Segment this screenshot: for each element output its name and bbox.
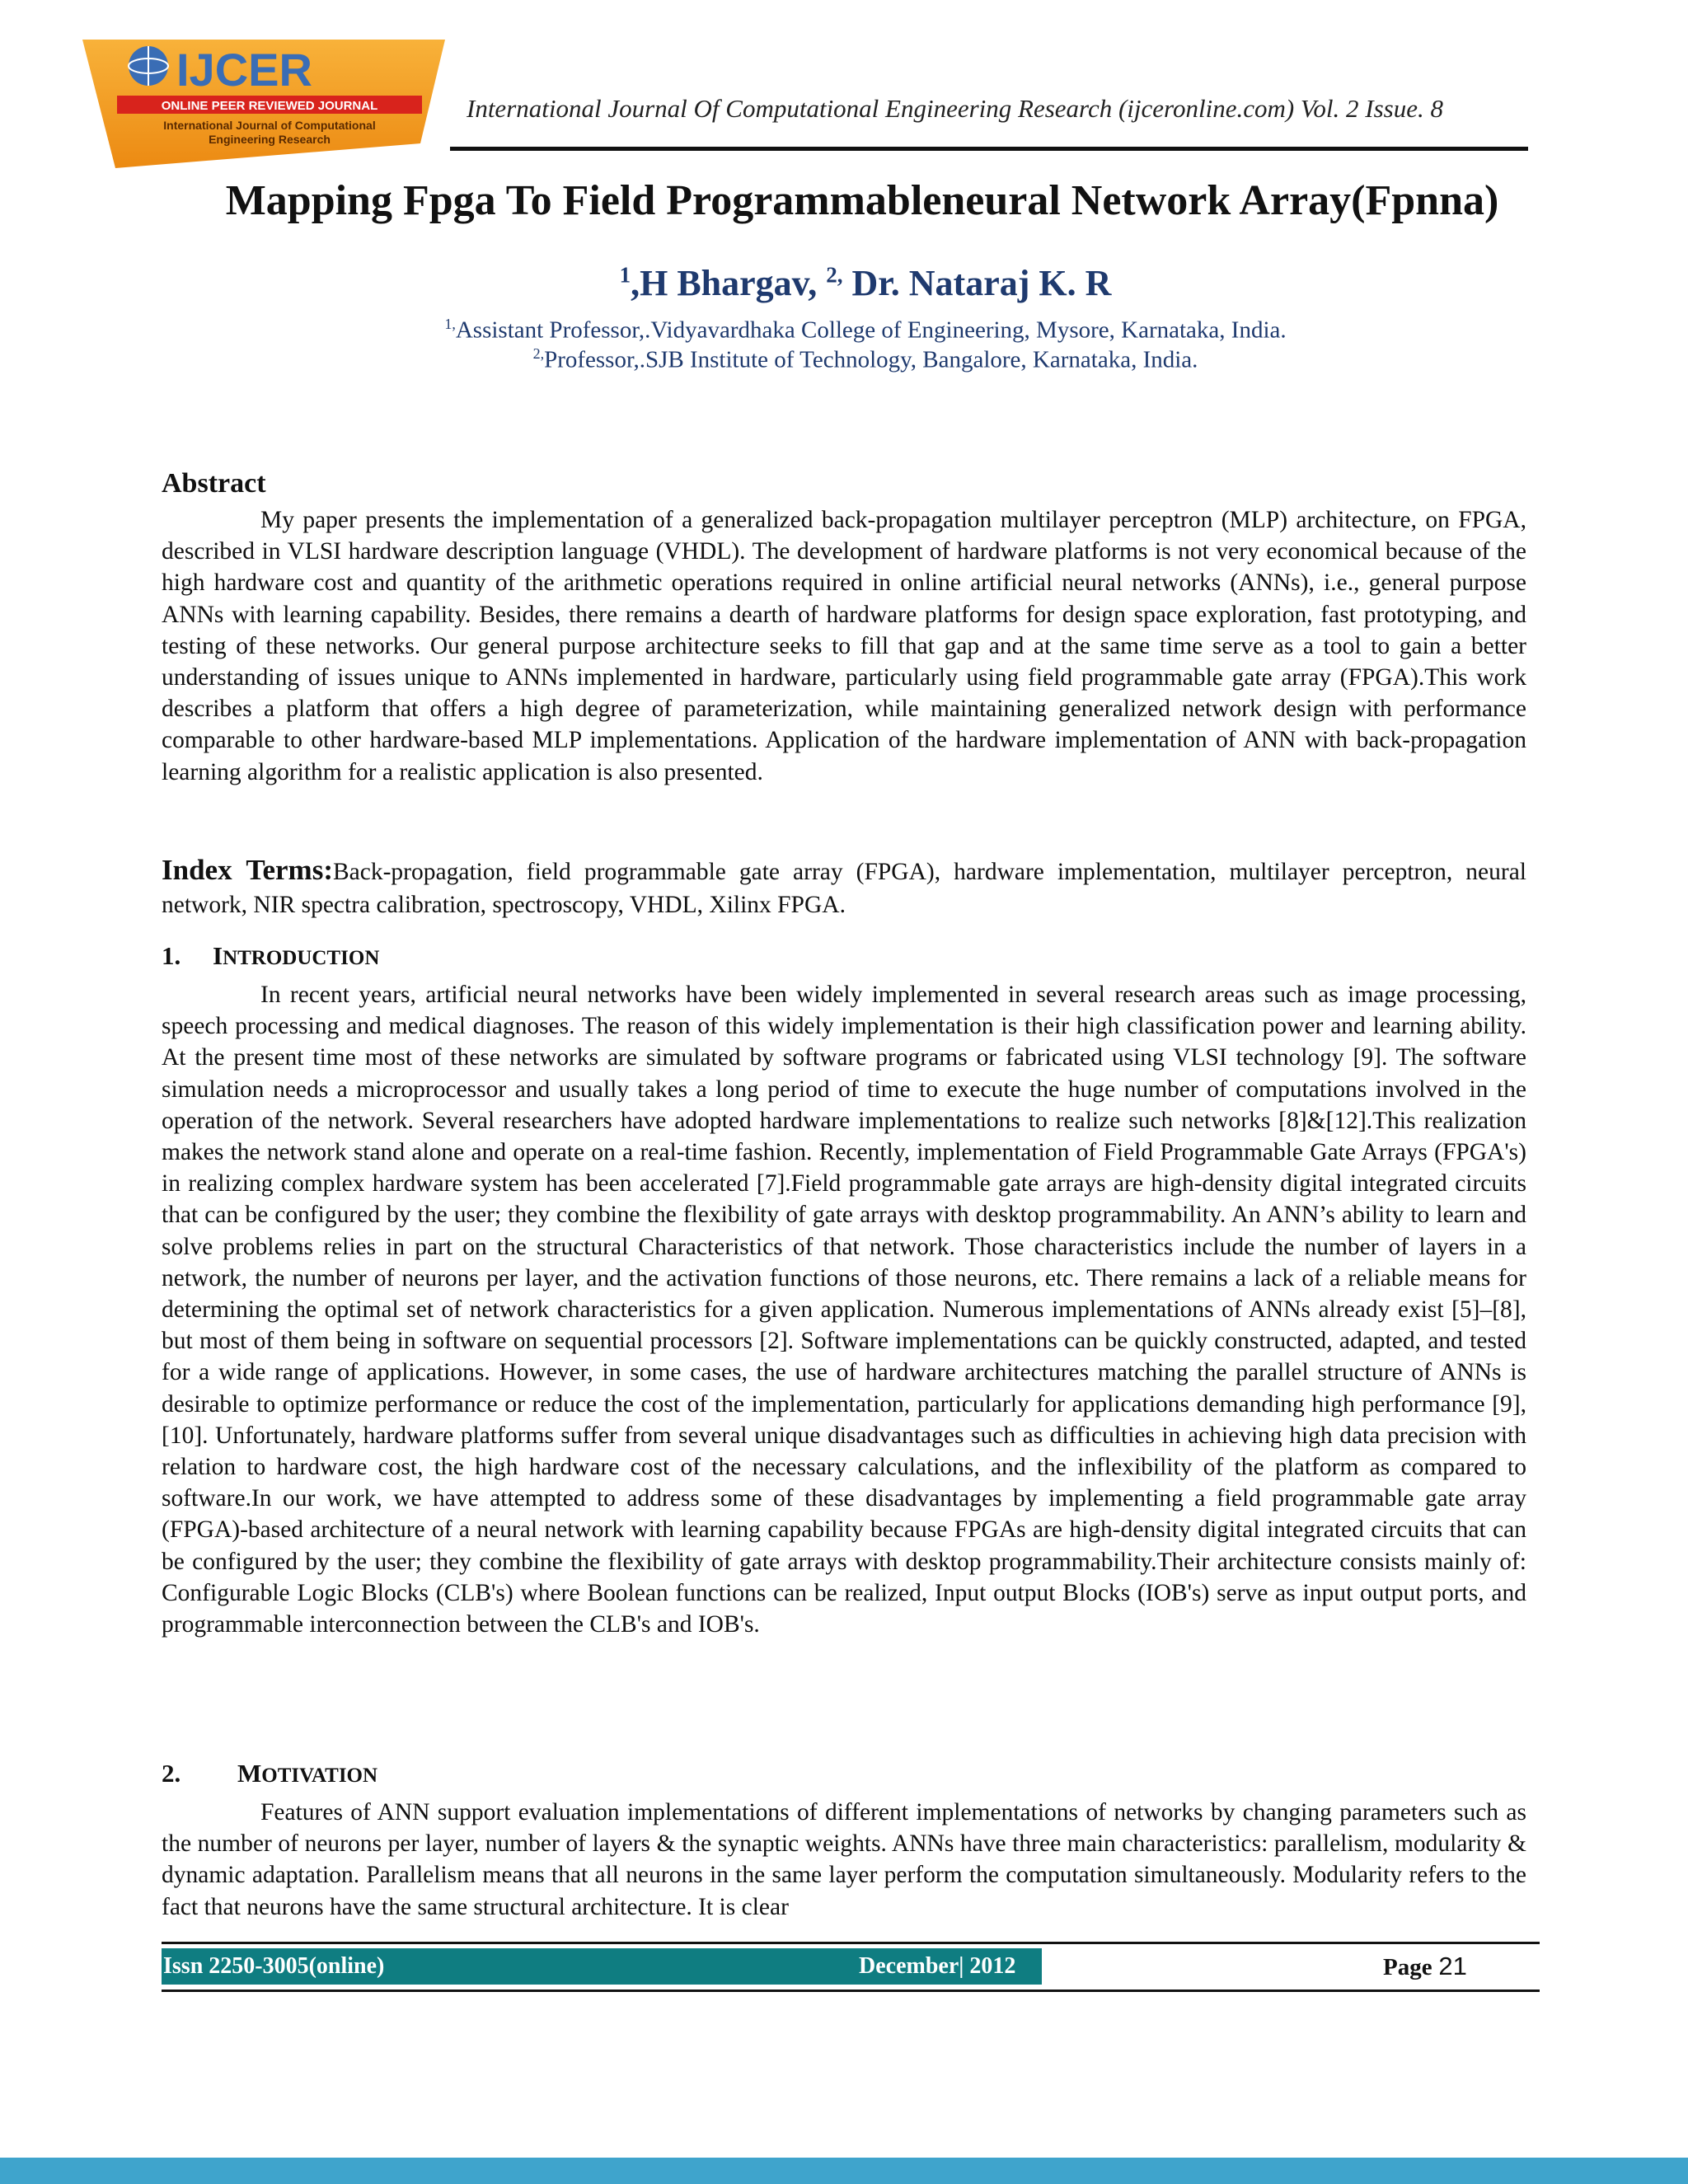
header-divider bbox=[450, 147, 1528, 151]
section-1-heading bbox=[162, 941, 1526, 971]
section-2-title-rest: OTIVATION bbox=[261, 1765, 378, 1787]
footer-divider-bottom bbox=[162, 1990, 1540, 1992]
section-2-heading bbox=[162, 1759, 1526, 1788]
footer-date: December| 2012 bbox=[859, 1953, 1016, 1979]
affiliation-2-text: Professor,.SJB Institute of Technology, Bangalore, Karnataka, India. bbox=[544, 346, 1198, 373]
section-2-number: 2. bbox=[162, 1759, 181, 1788]
paper-title: Mapping Fpga To Field Programmableneural Network Array(Fpnna) bbox=[225, 177, 1499, 224]
section-1-number: 1. bbox=[162, 941, 181, 970]
affiliation-1-text: Assistant Professor,.Vidyavardhaka College of Engineering, Mysore, Karnataka, India. bbox=[455, 316, 1287, 344]
logo-tagline: ONLINE PEER REVIEWED JOURNAL bbox=[161, 99, 378, 113]
section-1-title-rest: NTRODUCTION bbox=[223, 947, 380, 969]
section-2-title-initial: M bbox=[237, 1759, 262, 1788]
journal-logo bbox=[76, 38, 448, 170]
section-1-title-initial: I bbox=[213, 941, 223, 970]
bottom-color-band bbox=[0, 2158, 1688, 2184]
abstract-body: My paper presents the implementation of a generalized back-propagation multilayer perceptron (MLP) architecture, on FPGA, described in VLSI hardware description language (VHDL). The development of hardware platforms is not very economical because of the high hardware cost and quantity of the arithmetic operations required in online artificial neural networks (ANNs), i.e., general purpose ANNs with learning capability. Besides, there remains a dearth of hardware platforms for design space exploration, fast prototyping, and testing of these networks. Our general purpose architecture seeks to fill that gap and at the same time serve as a tool to gain a better understanding of issues unique to ANNs implemented in hardware, particularly using field programmable gate array (FPGA).This work describes a platform that offers a high degree of parameterization, while maintaining generalized network design with performance comparable to other hardware-based MLP implementations. Application of the hardware implementation of ANN with back-propagation learning algorithm for a realistic application is also presented. bbox=[162, 507, 1526, 785]
footer-page-number: 21 bbox=[1438, 1952, 1467, 1980]
author-2-name: Dr. Nataraj K. R bbox=[842, 263, 1112, 303]
journal-citation-line: International Journal Of Computational Engineering Research (ijceronline.com) Vol. 2 Issue. 8 bbox=[467, 94, 1443, 123]
affiliation-2-superscript: 2, bbox=[532, 345, 545, 362]
logo-subtitle-1: International Journal of Computational bbox=[163, 119, 376, 132]
author-2-superscript: 2, bbox=[826, 262, 843, 288]
abstract-heading: Abstract bbox=[162, 468, 266, 499]
section-1-body: In recent years, artificial neural networks have been widely implemented in several research areas such as image processing, speech processing and medical diagnoses. The reason of this widely implementation is their high classification power and learning ability. At the present time most of these networks are simulated by software programs or fabricated using VLSI technology [9]. The software simulation needs a microprocessor and usually takes a long period of time to execute the huge number of computations involved in the operation of the network. Several researchers have adopted hardware implementations to realize such networks [8]&[12].This realization makes the network stand alone and operate on a real-time fashion. Recently, implementation of Field Programmable Gate Arrays (FPGA's) in realizing complex hardware system has been accelerated [7].Field programmable gate arrays are high-density digital integrated circuits that can be configured by the user; they combine the flexibility of gate arrays with desktop programmability. An ANN’s ability to learn and solve problems relies in part on the structural Characteristics of that network. Those characteristics include the number of layers in a network, the number of neurons per layer, and the activation functions of those neurons, etc. There remains a lack of a reliable means for determining the optimal set of network characteristics for a given application. Numerous implementations of ANNs already exist [5]–[8], but most of them being in software on sequential processors [2]. Software implementations can be quickly constructed, adapted, and tested for a wide range of applications. However, in some cases, the use of hardware architectures matching the parallel structure of ANNs is desirable to optimize performance or reduce the cost of the implementation, particularly for applications demanding high performance [9], [10]. Unfortunately, hardware platforms suffer from several unique disadvantages such as difficulties in achieving high data precision with relation to hardware cost, the high hardware cost of the necessary calculations, and the inflexibility of the platform as compared to software.In our work, we have attempted to address some of these disadvantages by implementing a field programmable gate array (FPGA)-based architecture of a neural network with learning capability because FPGAs are high-density digital integrated circuits that can be configured by the user; they combine the flexibility of gate arrays with desktop programmability.Their architecture consists mainly of: Configurable Logic Blocks (CLB's) where Boolean functions can be realized, Input output Blocks (IOB's) serve as input output ports, and programmable interconnection between the CLB's and IOB's. bbox=[162, 982, 1526, 1638]
logo-subtitle-2: Engineering Research bbox=[209, 133, 331, 146]
author-1-name: ,H Bhargav, bbox=[631, 263, 827, 303]
footer-divider-top bbox=[162, 1942, 1540, 1944]
footer-page bbox=[1383, 1950, 1467, 1984]
affiliation-1-superscript: 1, bbox=[444, 316, 456, 332]
footer-bar bbox=[162, 1948, 1042, 1985]
footer-issn: Issn 2250-3005(online) bbox=[163, 1953, 385, 1979]
affiliation-2 bbox=[247, 345, 1484, 374]
affiliation-1 bbox=[247, 316, 1484, 344]
index-terms-text: Back-propagation, field programmable gate array (FPGA), hardware implementation, multilayer perceptron, neural network, NIR spectra calibration, spectroscopy, VHDL, Xilinx FPGA. bbox=[162, 859, 1526, 918]
logo-wordmark: IJCER bbox=[176, 44, 312, 96]
index-terms-label: Index Terms: bbox=[162, 854, 333, 886]
section-2-body: Features of ANN support evaluation implementations of different implementations of networks by changing parameters such as the number of neurons per layer, number of layers & the synaptic weights. ANNs have three main characteristics: parallelism, modularity & dynamic adaptation. Parallelism means that all neurons in the same layer perform the computation simultaneously. Modularity refers to the fact that neurons have the same structural architecture. It is clear bbox=[162, 1799, 1526, 1920]
author-line bbox=[429, 262, 1302, 304]
index-terms bbox=[162, 854, 1526, 921]
author-1-superscript: 1 bbox=[619, 262, 631, 288]
footer-page-label: Page bbox=[1383, 1954, 1432, 1980]
